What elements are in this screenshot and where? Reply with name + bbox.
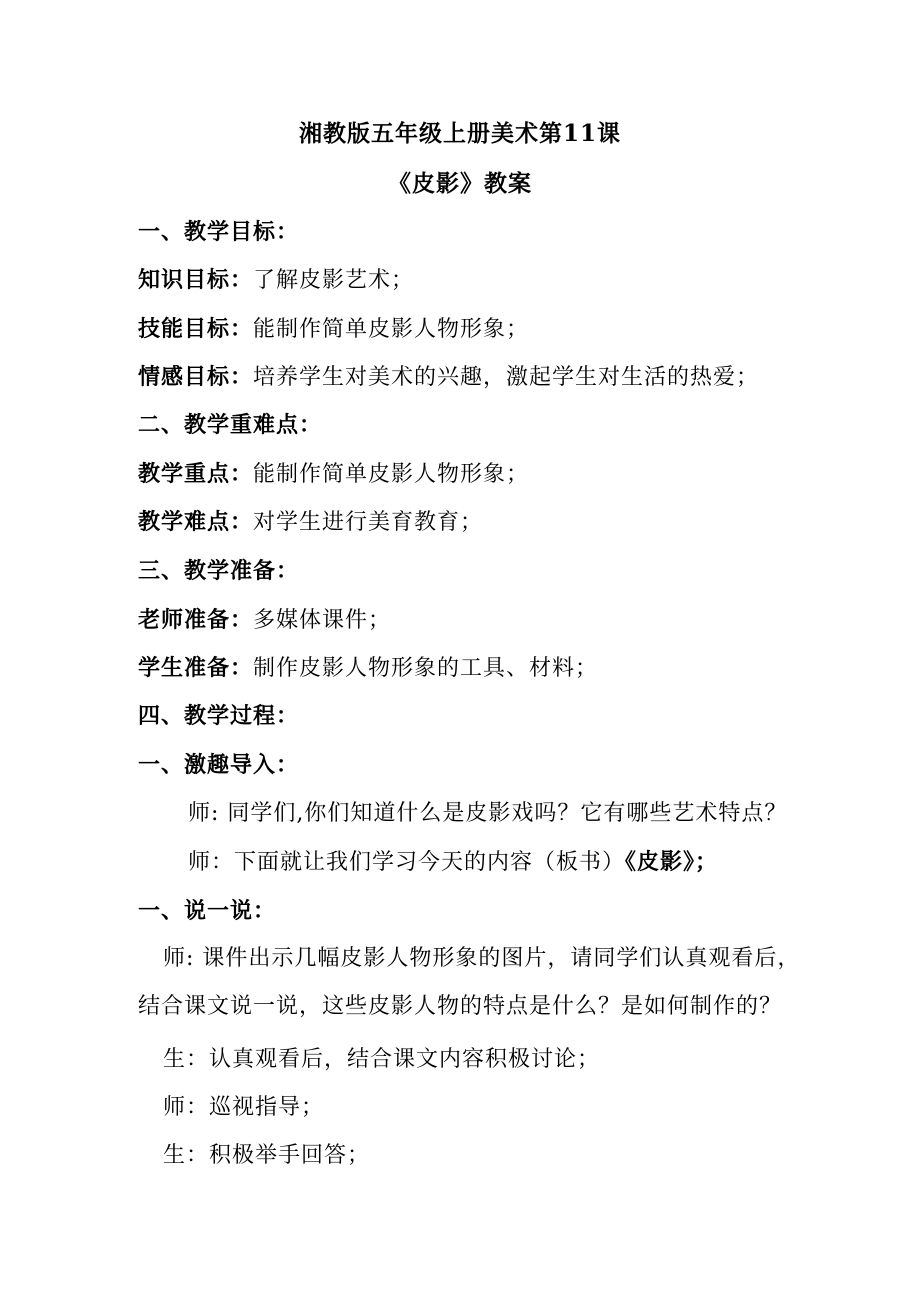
objective-skill: [138, 314, 529, 345]
objective-text: 培养学生对美术的兴趣，激起学生对生活的热爱；: [253, 365, 760, 390]
difficult-point-text: 对学生进行美育教育；: [253, 510, 484, 535]
objective-label: 情感目标：: [138, 364, 254, 390]
difficult-point: [138, 507, 483, 538]
part-heading-discuss: 一、说一说：: [138, 898, 277, 924]
objective-text: 了解皮影艺术；: [253, 268, 415, 293]
section-heading-objectives: 一、教学目标：: [138, 219, 300, 245]
preparation-text: 多媒体课件；: [253, 608, 392, 633]
preparation-text: 制作皮影人物形象的工具、材料；: [253, 656, 599, 681]
intro-line-1: 师: 同学们,你们知道什么是皮影戏吗？它有哪些艺术特点？: [188, 801, 788, 826]
section-heading-key-points: 二、教学重难点：: [138, 412, 323, 438]
discuss-student-line: 生：认真观看后，结合课文内容积极讨论；: [163, 1047, 601, 1072]
section-heading-preparation: 三、教学准备：: [138, 558, 300, 584]
objective-text: 能制作简单皮影人物形象；: [253, 317, 530, 342]
teacher-preparation: [138, 605, 391, 636]
intro-line-2-title: 《皮影》；: [625, 849, 719, 875]
objective-emotion: [138, 362, 759, 393]
discuss-answer-line: 生：积极举手回答；: [163, 1143, 371, 1168]
discuss-teacher-line: 师：巡视指导；: [163, 1095, 325, 1120]
section-heading-process: 四、教学过程：: [138, 703, 300, 729]
student-preparation: [138, 653, 598, 684]
intro-line-2-text: 师：下面就让我们学习今天的内容（板书）: [188, 850, 626, 875]
objective-label: 知识目标：: [138, 267, 254, 293]
intro-line-2: [188, 847, 718, 878]
key-point-label: 教学重点：: [138, 461, 254, 487]
key-point: [138, 459, 529, 490]
preparation-label: 老师准备：: [138, 607, 254, 633]
preparation-label: 学生准备：: [138, 655, 254, 681]
document-subtitle: 《皮影》教案: [388, 170, 532, 197]
difficult-point-label: 教学难点：: [138, 509, 254, 535]
objective-knowledge: [138, 265, 414, 296]
part-heading-intro: 一、激趣导入：: [138, 752, 300, 778]
document-title: 湘教版五年级上册美术第11课: [298, 120, 621, 147]
key-point-text: 能制作简单皮影人物形象；: [253, 462, 530, 487]
objective-label: 技能目标：: [138, 316, 254, 342]
discuss-paragraph-line-2: 结合课文说一说，这些皮影人物的特点是什么？是如何制作的？: [138, 994, 783, 1019]
discuss-paragraph-line-1: 师: 课件出示几幅皮影人物形象的图片，请同学们认真观看后，: [163, 946, 801, 971]
